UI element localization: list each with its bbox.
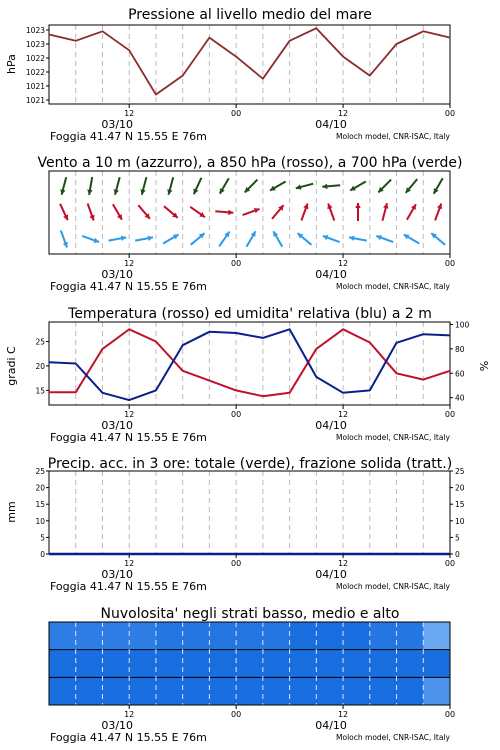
wind-850hpa-arrow — [243, 208, 260, 215]
y-right-axis-label: % — [478, 360, 491, 372]
cloud-cell — [183, 622, 210, 650]
cloud-cell — [236, 622, 263, 650]
wind-850hpa-arrow — [435, 204, 442, 221]
x-tick-label: 00 — [444, 710, 456, 719]
cloud-cell — [263, 677, 290, 705]
wind-700hpa-arrow — [245, 180, 258, 193]
wind-arrow-head — [322, 184, 327, 190]
y-tick-label: 10 — [35, 516, 45, 526]
wind-850hpa-arrow — [382, 203, 388, 220]
chart-title: Pressione al livello medio del mare — [128, 7, 372, 23]
date-label: 04/10 — [315, 419, 347, 432]
cloud-cell — [156, 677, 183, 705]
wind-10m-arrow — [61, 231, 68, 248]
y-tick-label: 1021 — [25, 96, 45, 105]
wind-850hpa-arrow — [327, 204, 334, 221]
wind-850hpa-arrow — [407, 204, 416, 220]
cloud-cell — [49, 650, 76, 678]
y-right-tick-label: 80 — [455, 344, 465, 354]
wind-700hpa-arrow — [87, 177, 93, 195]
wind-10m-arrow — [298, 233, 312, 245]
x-tick-label: 00 — [231, 109, 242, 118]
pressure-panel — [5, 7, 455, 143]
wind-850hpa-arrow — [164, 206, 178, 218]
cloud-cell — [423, 677, 450, 705]
wind-850hpa-arrow — [60, 204, 68, 220]
cloud-cell — [209, 677, 236, 705]
y-axis-label: mm — [5, 501, 18, 523]
cloud-cell — [209, 622, 236, 650]
cloud-cell — [103, 677, 130, 705]
wind-700hpa-arrow — [296, 184, 313, 190]
cloud-cell — [76, 622, 103, 650]
cloud-cell — [316, 677, 343, 705]
wind-arrow-head — [228, 210, 233, 216]
cloud-cell — [236, 650, 263, 678]
x-tick-label: 12 — [337, 410, 349, 419]
cloud-cell — [397, 677, 424, 705]
cloud-cell — [316, 650, 343, 678]
wind-10m-arrow — [109, 236, 127, 241]
model-credit: Moloch model, CNR-ISAC, Italy — [336, 282, 450, 291]
wind-10m-arrow — [163, 235, 179, 244]
x-tick-label: 12 — [337, 559, 349, 568]
cloud-cover-panel — [49, 606, 455, 744]
y-tick-label: 20 — [35, 483, 45, 493]
y-tick-label: 25 — [35, 337, 45, 347]
cloud-cell — [290, 677, 317, 705]
cloud-cell — [183, 677, 210, 705]
y-tick-label: 15 — [35, 500, 45, 510]
cloud-cell — [209, 650, 236, 678]
chart-title: Precip. acc. in 3 ore: totale (verde), frazione solida (tratt.) — [47, 456, 453, 472]
y-right-tick-label: 0 — [455, 550, 460, 559]
wind-10m-arrow — [82, 236, 99, 243]
y-axis-label: hPa — [5, 54, 18, 74]
date-label: 03/10 — [101, 118, 134, 131]
precipitation-panel — [5, 456, 465, 593]
cloud-cell — [397, 622, 424, 650]
x-tick-label: 12 — [124, 109, 135, 118]
cloud-cell — [103, 650, 130, 678]
y-tick-label: 1022 — [25, 54, 45, 63]
wind-700hpa-arrow — [60, 177, 66, 194]
wind-700hpa-arrow — [270, 182, 286, 191]
x-tick-label: 12 — [124, 710, 135, 719]
y-tick-label: 1022 — [25, 68, 45, 77]
wind-10m-arrow — [247, 231, 256, 247]
cloud-cell — [49, 677, 76, 705]
wind-700hpa-arrow — [140, 177, 146, 194]
wind-10m-arrow — [404, 235, 420, 244]
y-tick-label: 1021 — [25, 82, 45, 91]
x-tick-label: 00 — [231, 410, 242, 419]
wind-850hpa-arrow — [88, 204, 95, 221]
wind-850hpa-arrow — [355, 203, 361, 221]
location-label: Foggia 41.47 N 15.55 E 76m — [50, 280, 207, 293]
wind-700hpa-arrow — [406, 179, 418, 193]
y-tick-label: 25 — [35, 467, 45, 476]
x-tick-label: 00 — [231, 710, 242, 719]
cloud-cell — [423, 622, 450, 650]
temperature-humidity-panel — [5, 306, 491, 444]
date-label: 04/10 — [315, 568, 347, 581]
x-tick-label: 00 — [444, 559, 456, 568]
y-tick-label: 15 — [35, 386, 45, 396]
cloud-cell — [129, 650, 156, 678]
wind-arrow-head — [355, 203, 361, 208]
wind-850hpa-arrow — [272, 205, 284, 219]
wind-850hpa-arrow — [301, 204, 308, 221]
location-label: Foggia 41.47 N 15.55 E 76m — [50, 580, 207, 593]
wind-850hpa-arrow — [215, 210, 233, 216]
x-tick-label: 00 — [444, 259, 456, 268]
location-label: Foggia 41.47 N 15.55 E 76m — [50, 130, 207, 143]
cloud-cell — [370, 677, 397, 705]
cloud-cell — [290, 650, 317, 678]
x-tick-label: 00 — [231, 259, 242, 268]
wind-700hpa-arrow — [167, 177, 173, 194]
date-label: 03/10 — [101, 268, 134, 281]
chart-title: Vento a 10 m (azzurro), a 850 hPa (rosso), a 700 hPa (verde) — [37, 155, 463, 171]
y-tick-label: 0 — [40, 550, 45, 559]
cloud-cell — [423, 650, 450, 678]
wind-10m-arrow — [349, 236, 367, 241]
cloud-cell — [343, 650, 370, 678]
cloud-cell — [156, 650, 183, 678]
date-label: 03/10 — [101, 419, 134, 432]
cloud-cell — [49, 622, 76, 650]
date-label: 04/10 — [315, 268, 347, 281]
wind-850hpa-arrow — [190, 207, 205, 217]
wind-850hpa-arrow — [138, 205, 150, 219]
wind-10m-arrow — [273, 231, 282, 247]
wind-10m-arrow — [431, 233, 445, 245]
wind-850hpa-arrow — [113, 204, 122, 220]
chart-title: Temperatura (rosso) ed umidita' relativa (blu) a 2 m — [68, 306, 432, 322]
wind-700hpa-arrow — [220, 178, 229, 194]
wind-panel — [37, 155, 462, 293]
plot-frame — [49, 471, 450, 554]
cloud-cell — [370, 650, 397, 678]
model-credit: Moloch model, CNR-ISAC, Italy — [336, 582, 450, 591]
cloud-cell — [129, 677, 156, 705]
x-tick-label: 00 — [231, 559, 242, 568]
cloud-cell — [316, 622, 343, 650]
temperature-line — [49, 329, 450, 396]
cloud-cell — [129, 622, 156, 650]
location-label: Foggia 41.47 N 15.55 E 76m — [50, 731, 207, 744]
x-tick-label: 12 — [337, 259, 349, 268]
y-tick-label: 1023 — [25, 40, 45, 49]
cloud-cell — [156, 622, 183, 650]
y-tick-label: 20 — [35, 361, 45, 371]
wind-10m-arrow — [135, 236, 153, 241]
pressure-line — [49, 28, 450, 94]
wind-10m-arrow — [323, 235, 340, 242]
cloud-cell — [397, 650, 424, 678]
y-right-tick-label: 15 — [455, 500, 465, 510]
model-credit: Moloch model, CNR-ISAC, Italy — [336, 433, 450, 442]
cloud-cell — [183, 650, 210, 678]
x-tick-label: 12 — [124, 259, 135, 268]
x-tick-label: 00 — [444, 109, 456, 118]
cloud-cell — [236, 677, 263, 705]
wind-10m-arrow — [376, 235, 393, 242]
y-right-tick-label: 100 — [455, 320, 470, 330]
x-tick-label: 12 — [337, 710, 349, 719]
wind-700hpa-arrow — [114, 177, 120, 194]
cloud-cell — [370, 622, 397, 650]
wind-10m-arrow — [191, 233, 205, 245]
cloud-cell — [343, 622, 370, 650]
x-tick-label: 12 — [124, 410, 135, 419]
y-right-tick-label: 20 — [455, 483, 465, 493]
x-tick-label: 12 — [337, 109, 349, 118]
cloud-cell — [103, 622, 130, 650]
y-right-tick-label: 60 — [455, 369, 465, 379]
date-label: 03/10 — [101, 568, 134, 581]
y-axis-label: gradi C — [5, 346, 18, 386]
cloud-cell — [263, 650, 290, 678]
location-label: Foggia 41.47 N 15.55 E 76m — [50, 431, 207, 444]
date-label: 04/10 — [315, 719, 347, 732]
date-label: 04/10 — [315, 118, 347, 131]
cloud-cell — [76, 677, 103, 705]
cloud-cell — [76, 650, 103, 678]
y-right-tick-label: 10 — [455, 516, 465, 526]
wind-700hpa-arrow — [378, 180, 391, 193]
cloud-cell — [263, 622, 290, 650]
wind-700hpa-arrow — [193, 178, 201, 194]
wind-10m-arrow — [219, 232, 229, 247]
date-label: 03/10 — [101, 719, 134, 732]
wind-700hpa-arrow — [434, 178, 443, 194]
y-right-tick-label: 25 — [455, 467, 465, 476]
y-tick-label: 1023 — [25, 26, 45, 35]
x-tick-label: 12 — [124, 559, 135, 568]
cloud-cell — [290, 622, 317, 650]
wind-700hpa-arrow — [322, 184, 340, 190]
cloud-cell — [343, 677, 370, 705]
model-credit: Moloch model, CNR-ISAC, Italy — [336, 132, 450, 141]
model-credit: Moloch model, CNR-ISAC, Italy — [336, 733, 450, 742]
chart-title: Nuvolosita' negli strati basso, medio e alto — [100, 606, 400, 622]
y-tick-label: 5 — [40, 533, 45, 543]
x-tick-label: 00 — [444, 410, 456, 419]
y-right-tick-label: 5 — [455, 533, 460, 543]
y-right-tick-label: 40 — [455, 393, 465, 403]
wind-700hpa-arrow — [350, 182, 366, 191]
